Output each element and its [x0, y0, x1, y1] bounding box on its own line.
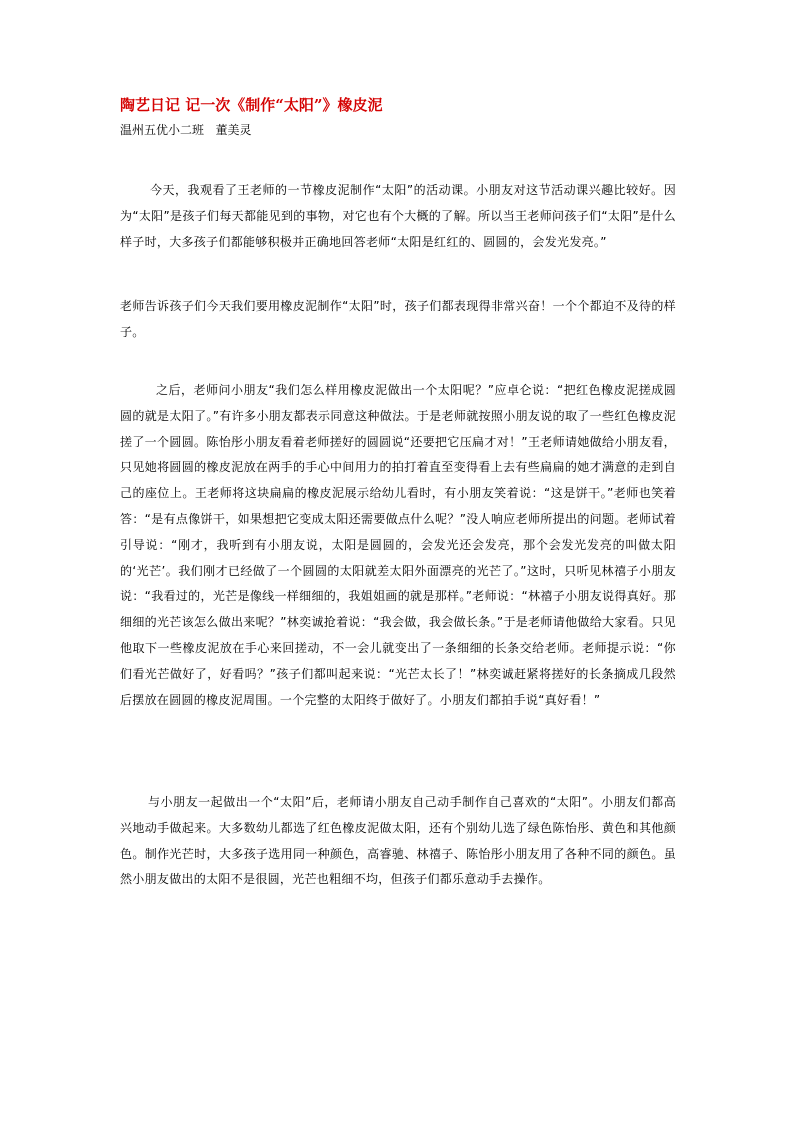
- paragraph-1: 今天，我观看了王老师的一节橡皮泥制作“太阳”的活动课。小朋友对这节活动课兴趣比较好。因为“太阳”是孩子们每天都能见到的事物，对它也有个大概的了解。所以当王老师问孩子们“太阳”是什么样子时，大多孩子们都能够积极并正确地回答老师“太阳是红红的、圆圆的，会发光发亮。”: [120, 183, 676, 249]
- paragraph-2: 老师告诉孩子们今天我们要用橡皮泥制作“太阳”时，孩子们都表现得非常兴奋！一个个都迫不及待的样子。: [120, 299, 676, 339]
- document-author: 温州五优小二班 董美灵: [120, 123, 252, 137]
- paragraph-4: 与小朋友一起做出一个“太阳”后，老师请小朋友自己动手制作自己喜欢的“太阳”。小朋友们都高兴地动手做起来。大多数幼儿都选了红色橡皮泥做太阳，还有个别幼儿选了绿色陈怡彤、黄色和其他颜色。制作光芒时，大多孩子选用同一种颜色，高睿驰、林禧子、陈怡彤小朋友用了各种不同的颜色。虽然小朋友做出的太阳不是很圆，光芒也粗细不均，但孩子们都乐意动手去操作。: [120, 795, 676, 887]
- document-title: 陶艺日记 记一次《制作“太阳”》橡皮泥: [120, 96, 383, 114]
- paragraph-3: 之后，老师问小朋友“我们怎么样用橡皮泥做出一个太阳呢？”应卓仑说：“把红色橡皮泥搓成圆圆的就是太阳了。”有许多小朋友都表示同意这种做法。于是老师就按照小朋友说的取了一些红色橡皮泥搓了一个圆圆。陈怡彤小朋友看着老师搓好的圆圆说“还要把它压扁才对！”王老师请她做给小朋友看，只见她将圆圆的橡皮泥放在两手的手心中间用力的拍打着直至变得看上去有些扁扁的她才满意的走到自己的座位上。王老师将这块扁扁的橡皮泥展示给幼儿看时，有小朋友笑着说：“这是饼干。”老师也笑着答：“是有点像饼干，如果想把它变成太阳还需要做点什么呢？”没人响应老师所提出的问题。老师试着引导说：“刚才，我听到有小朋友说，太阳是圆圆的，会发光还会发亮，那个会发光发亮的叫做太阳的‘光芒’。我们刚才已经做了一个圆圆的太阳就差太阳外面漂亮的光芒了。”这时，只听见林禧子小朋友说：“我看过的，光芒是像线一样细细的，我姐姐画的就是那样。”老师说：“林禧子小朋友说得真好。那细细的光芒该怎么做出来呢？”林奕诚抢着说：“我会做，我会做长条。”于是老师请他做给大家看。只见他取下一些橡皮泥放在手心来回搓动，不一会儿就变出了一条细细的长条交给老师。老师提示说：“你们看光芒做好了，好看吗？”孩子们都叫起来说：“光芒太长了！”林奕诚赶紧将搓好的长条摘成几段然后摆放在圆圆的橡皮泥周围。一个完整的太阳终于做好了。小朋友们都拍手说“真好看！”: [120, 383, 676, 707]
